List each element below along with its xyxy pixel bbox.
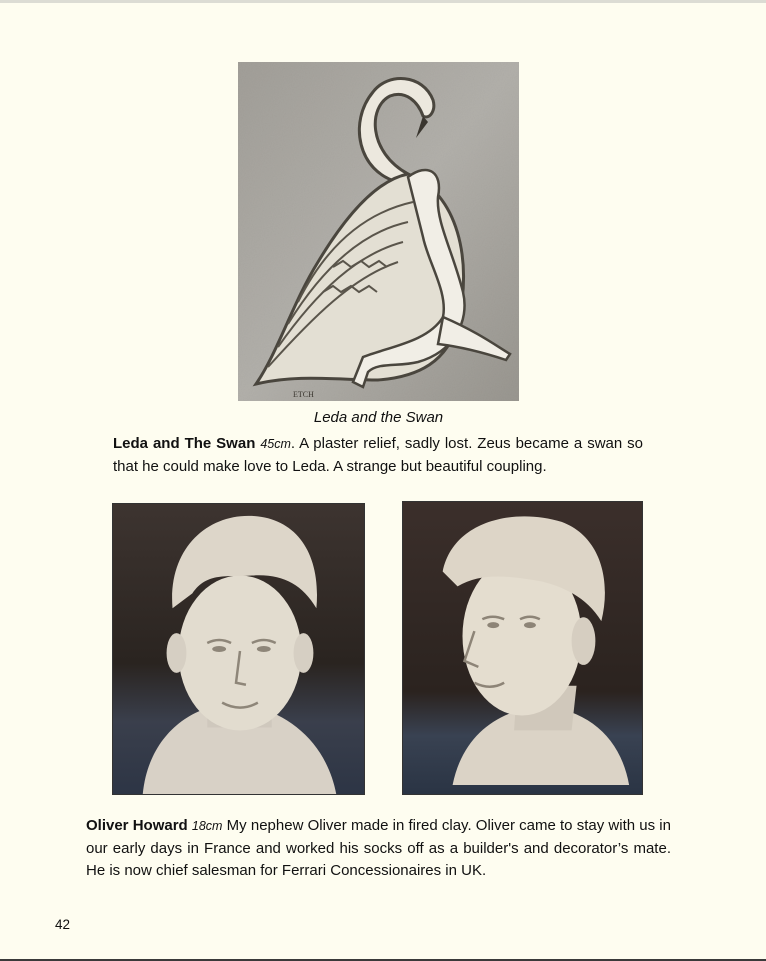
oliver-size: 18cm <box>191 819 223 833</box>
leda-description <box>113 433 643 478</box>
figure-caption: Leda and the Swan <box>313 409 444 426</box>
oliver-head-front-image <box>112 503 365 795</box>
oliver-title: Oliver Howard <box>86 817 188 834</box>
relief-signature: ETCH <box>293 390 314 399</box>
top-rule <box>0 0 766 3</box>
page-number: 42 <box>55 917 71 932</box>
oliver-description <box>86 815 671 883</box>
oliver-text: My nephew Oliver made in fired clay. Oliver came to stay with us in our early days in France and worked his socks off as a builder's and decorator’s mate. He is now chief salesman for Ferrari Concessionaires in UK. <box>86 817 671 879</box>
leda-size: 45cm <box>260 437 291 451</box>
leda-relief-image <box>238 62 519 401</box>
leda-title: Leda and The Swan <box>113 435 256 452</box>
oliver-head-side-image <box>402 501 643 795</box>
leda-text: . A plaster relief, sadly lost. Zeus became a swan so that he could make love to Leda. A strange but beautiful coupling. <box>113 435 643 475</box>
